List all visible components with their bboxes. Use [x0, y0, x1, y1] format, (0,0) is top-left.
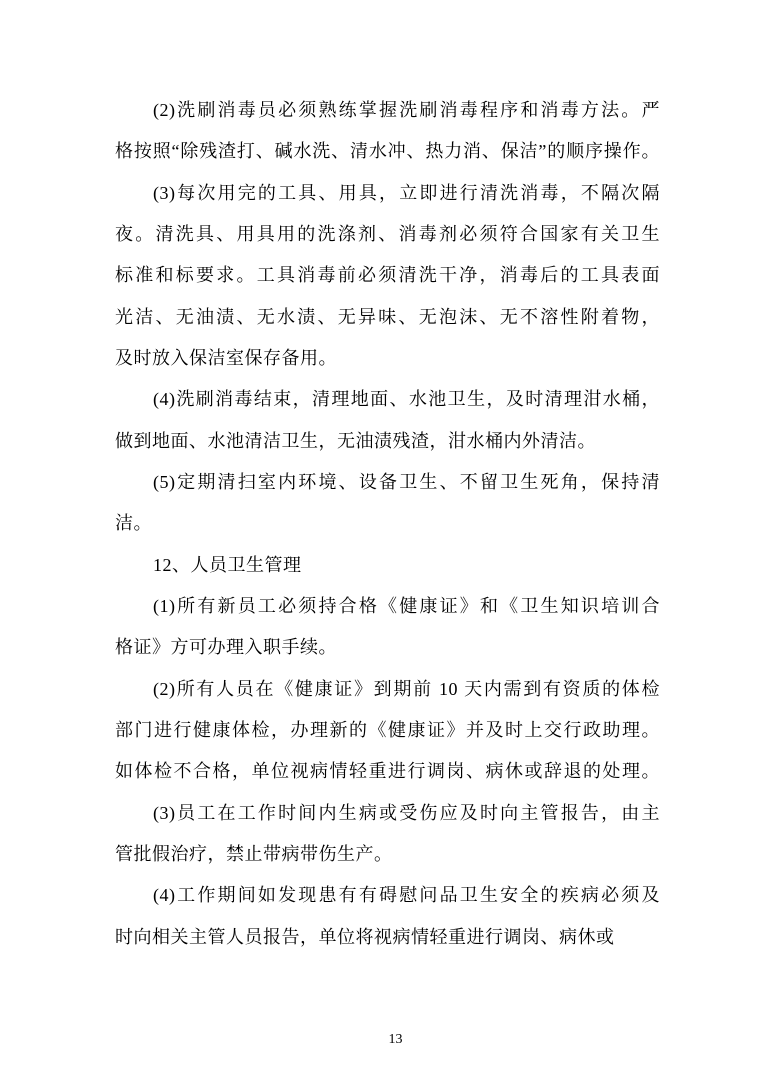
text-line: 管批假治疗，禁止带病带伤生产。 [115, 843, 393, 864]
text-line: (1)所有新员工必须持合格《健康证》和《卫生知识培训合 [153, 595, 660, 616]
text-line: (4)工作期间如发现患有有碍慰问品卫生安全的疾病必须及 [153, 885, 660, 906]
text-line: (2)洗刷消毒员必须熟练掌握洗刷消毒程序和消毒方法。严 [153, 100, 660, 120]
text-line: 做到地面、水池清洁卫生，无油渍残渣，泔水桶内外清洁。 [115, 430, 596, 451]
text-line: 格按照“除残渣打、碱水洗、清水冲、热力消、保洁”的顺序操作。 [115, 141, 660, 162]
text-line: 时向相关主管人员报告，单位将视病情轻重进行调岗、病休或 [115, 926, 615, 947]
text-line: 格证》方可办理入职手续。 [115, 637, 337, 658]
text-line: 洁。 [115, 513, 152, 534]
text-line: 光洁、无油渍、无水渍、无异味、无泡沫、无不溶性附着物， [115, 306, 660, 327]
text-line: (3)员工在工作时间内生病或受伤应及时向主管报告，由主 [153, 802, 660, 823]
document-text-block [115, 90, 660, 958]
text-line: 及时放入保洁室保存备用。 [115, 347, 337, 368]
page-number: 13 [388, 1032, 403, 1047]
text-line: 部门进行健康体检，办理新的《健康证》并及时上交行政助理。 [115, 719, 660, 740]
text-line: (3)每次用完的工具、用具，立即进行清洗消毒，不隔次隔 [153, 182, 660, 203]
section-heading-line: 12、人员卫生管理 [153, 554, 302, 575]
text-line: 如体检不合格，单位视病情轻重进行调岗、病休或辞退的处理。 [115, 761, 660, 782]
text-line: (2)所有人员在《健康证》到期前 10 天内需到有资质的体检 [153, 678, 660, 699]
text-line: (4)洗刷消毒结束，清理地面、水池卫生，及时清理泔水桶， [153, 389, 660, 410]
text-line: (5)定期清扫室内环境、设备卫生、不留卫生死角，保持清 [153, 471, 660, 492]
text-line: 夜。清洗具、用具用的洗涤剂、消毒剂必须符合国家有关卫生 [115, 223, 660, 244]
text-line: 标准和标要求。工具消毒前必须清洗干净，消毒后的工具表面 [115, 265, 660, 286]
